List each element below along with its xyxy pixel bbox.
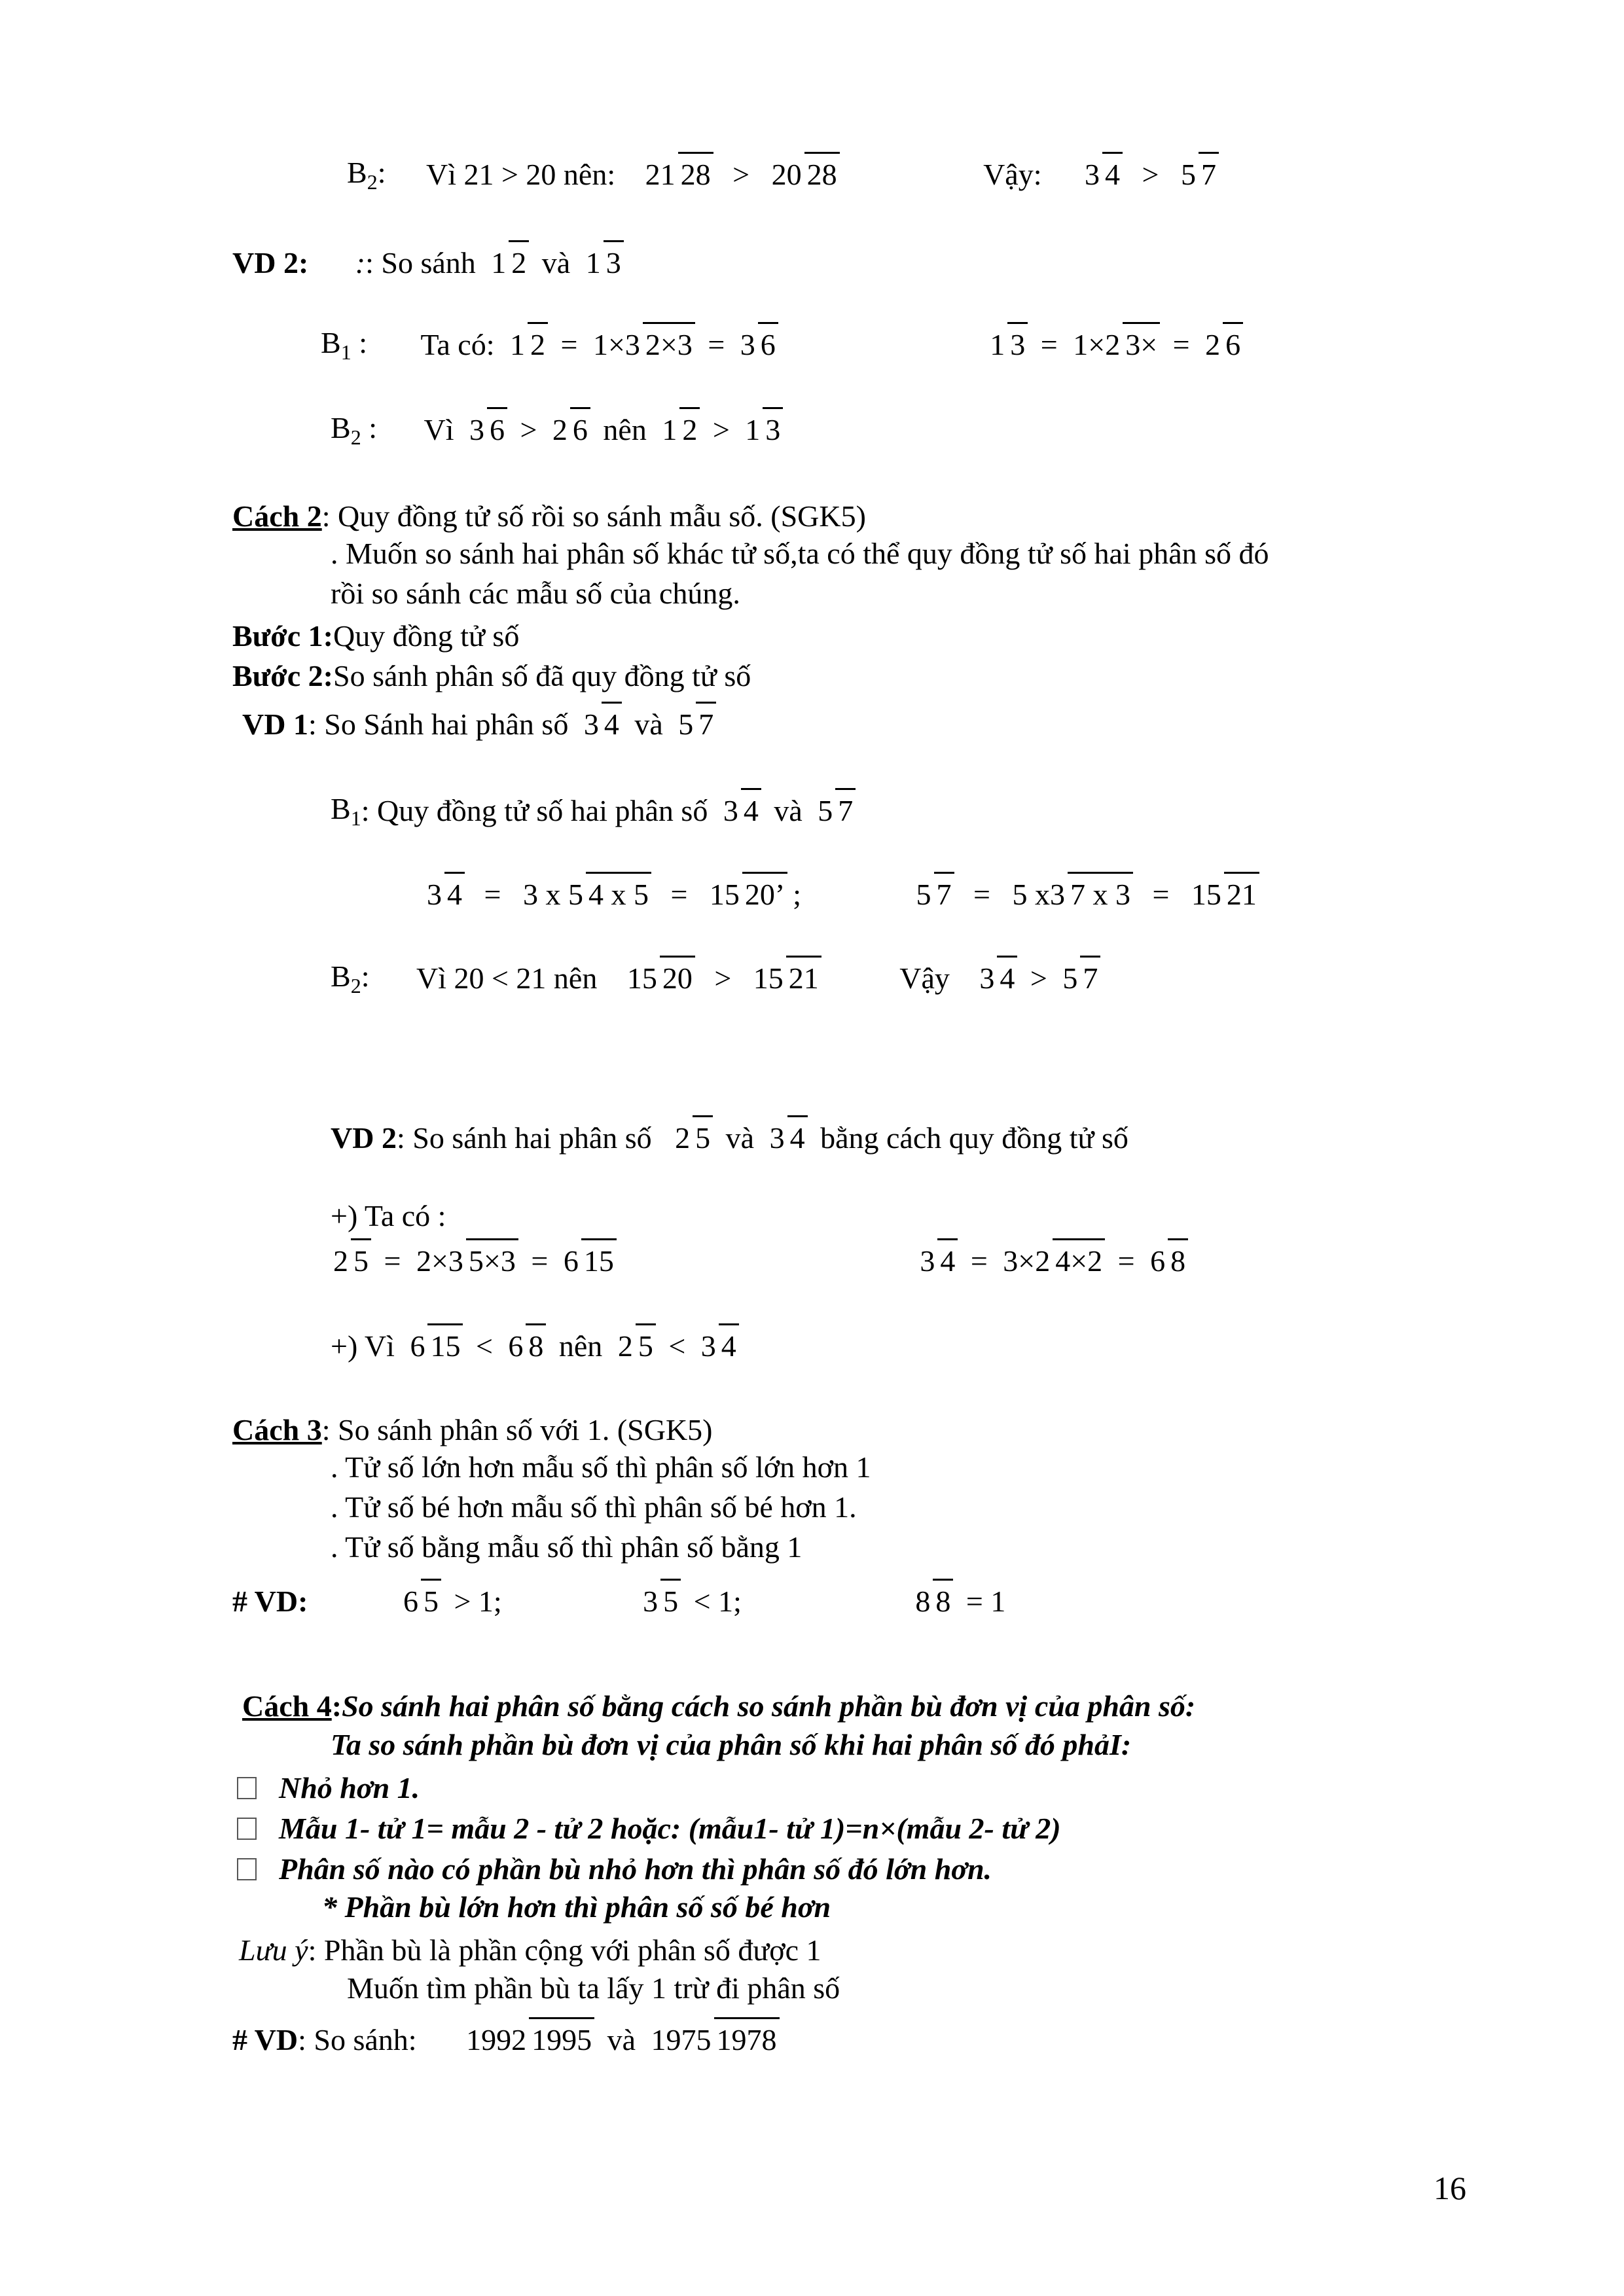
line-b1-quy-dong xyxy=(331,793,861,829)
section-text: : So sánh phân số với 1. (SGK5) xyxy=(321,1413,713,1447)
conjunction: và xyxy=(541,246,571,280)
fraction: 3 4 xyxy=(767,1123,808,1153)
luu-y-line-2: Muốn tìm phần bù ta lấy 1 trừ đi phân số xyxy=(347,1971,840,2005)
step-label: $B_2$ : xyxy=(331,410,377,449)
conclusion-label: Vậy: xyxy=(983,158,1042,192)
section-colon: : xyxy=(331,1689,342,1723)
cach-3-example xyxy=(232,1584,1005,1617)
conjunction: và xyxy=(774,794,803,828)
luu-y-line xyxy=(239,1933,821,1965)
fraction: 5 7 xyxy=(1060,963,1100,994)
cach-3-heading xyxy=(232,1412,713,1445)
example-label: VD 2 xyxy=(331,1121,397,1155)
section-title: Cách 3 xyxy=(232,1413,322,1447)
fraction: 1×2 3× xyxy=(1070,330,1160,360)
nen-text: nên xyxy=(558,1329,603,1363)
operator: < xyxy=(475,1329,493,1363)
example-text: : So sánh: xyxy=(298,2023,417,2057)
example-text: : So sánh hai phân số xyxy=(396,1121,652,1155)
operator: = xyxy=(973,878,990,912)
operator: = xyxy=(1152,878,1170,912)
fraction: 20 28 xyxy=(769,160,840,190)
line-vd1-heading xyxy=(242,707,721,740)
fraction: 3 4 xyxy=(917,1246,958,1276)
line-vd2-cach2 xyxy=(331,1121,1128,1153)
fraction: 6 5 xyxy=(401,1587,441,1617)
operator: = xyxy=(670,878,688,912)
operator: > xyxy=(1030,961,1047,996)
line-b2-conclusion xyxy=(331,961,1106,996)
example-label: # VD xyxy=(232,2023,298,2057)
fraction: 6 8 xyxy=(505,1331,546,1361)
fraction: 1 2 xyxy=(488,248,529,278)
nen-text: nên xyxy=(603,413,647,447)
example-label: VD 2: xyxy=(232,246,309,280)
fraction: 3 4 xyxy=(1082,160,1123,190)
conjunction: và xyxy=(607,2023,636,2057)
note-text: : Phần bù là phần cộng với phân số được 1 xyxy=(308,1933,821,1967)
cach-2-desc-1: . Muốn so sánh hai phân số khác tử số,ta có thể quy đồng tử số hai phân số đó xyxy=(331,537,1269,570)
condition-3 xyxy=(237,1852,992,1884)
condition-text: Phân số nào có phần bù nhỏ hơn thì phân số đó lớn hơn. xyxy=(279,1852,992,1886)
cach-4-heading xyxy=(242,1689,1195,1721)
section-text: : Quy đồng tử số rồi so sánh mẫu số. (SGK5) xyxy=(321,499,866,533)
checkbox-bullet-icon xyxy=(237,1818,257,1840)
fraction: 1×3 2×3 xyxy=(590,330,695,360)
operator: = xyxy=(484,878,501,912)
operator: = xyxy=(560,328,578,362)
section-title: Cách 2 xyxy=(232,499,322,533)
conjunction: và xyxy=(725,1121,755,1155)
operator: > xyxy=(1142,158,1159,192)
fraction: 5 7 xyxy=(1178,160,1219,190)
cach-2-heading xyxy=(232,499,866,531)
example-text: : So Sánh hai phân số xyxy=(308,708,569,742)
step-label: Bước 1: xyxy=(232,619,333,653)
fraction: 2 5 xyxy=(615,1331,656,1361)
step-label: Bước 2: xyxy=(232,659,333,693)
fraction: 1 2 xyxy=(507,330,548,360)
condition-1 xyxy=(237,1770,420,1803)
example-tail: bằng cách quy đồng tử số xyxy=(820,1121,1128,1155)
page-number: 16 xyxy=(1434,2170,1466,2206)
operator: > xyxy=(732,158,750,192)
operator: = xyxy=(970,1244,988,1278)
fraction: 3 4 xyxy=(721,796,761,826)
fraction: 5 7 xyxy=(914,880,954,910)
condition-text: Nhỏ hơn 1. xyxy=(279,1771,420,1805)
fraction: 3 4 xyxy=(424,880,465,910)
section-text: So sánh hai phân số bằng cách so sánh phần bù đơn vị của phân số: xyxy=(342,1689,1196,1723)
cach-4-intro: Ta so sánh phần bù đơn vị của phân số khi hai phân số đó phảI: xyxy=(331,1728,1132,1761)
fraction: 21 28 xyxy=(643,160,713,190)
line-vi-conclusion xyxy=(331,1329,744,1361)
step-label: $B_2$: xyxy=(347,155,386,194)
line-vd2-heading xyxy=(232,245,629,278)
step-label: $B_1$ xyxy=(331,791,361,830)
note-star: * Phần bù lớn hơn thì phân số số bé hơn xyxy=(322,1890,831,1924)
step-text: So sánh phân số đã quy đồng tử số xyxy=(333,659,751,693)
fraction: 8 8 xyxy=(912,1587,953,1617)
fraction: 1 3 xyxy=(583,248,624,278)
cach-3-rule-2: . Tử số bé hơn mẫu số thì phân số bé hơn 1. xyxy=(331,1490,857,1524)
fraction: 2 6 xyxy=(550,415,590,445)
step-label: $B_2$: xyxy=(331,959,370,997)
separator: ; xyxy=(793,878,802,912)
step-label: $B_1$ : xyxy=(321,325,367,364)
operator: = xyxy=(1172,328,1190,362)
condition-2 xyxy=(237,1811,1061,1844)
fraction: 2 5 xyxy=(331,1246,371,1276)
fraction: 15 21 xyxy=(1189,880,1259,910)
fraction: 3 4 xyxy=(977,963,1017,994)
line-conversion-34-57 xyxy=(419,877,1265,910)
fraction: 1 3 xyxy=(987,330,1028,360)
note-label: Lưu ý xyxy=(239,1933,308,1967)
step-2-line xyxy=(232,658,751,691)
comparison: = 1 xyxy=(965,1585,1006,1619)
line-b2-vi xyxy=(331,412,788,448)
line-b2-vd1-cach1 xyxy=(347,157,1224,192)
operator: = xyxy=(531,1244,549,1278)
fraction: 1975 1978 xyxy=(649,2025,780,2055)
operator: > xyxy=(520,413,537,447)
fraction: 15 21 xyxy=(751,963,821,994)
step-text: Quy đồng tử số xyxy=(333,619,520,653)
conclusion-label: Vậy xyxy=(899,961,950,996)
ta-co-line: +) Ta có : xyxy=(331,1199,446,1232)
checkbox-bullet-icon xyxy=(237,1777,257,1799)
checkbox-bullet-icon xyxy=(237,1858,257,1880)
comparison: > 1; xyxy=(454,1585,502,1619)
comparison: < 1; xyxy=(693,1585,742,1619)
conjunction: và xyxy=(634,708,663,742)
example-label: VD 1 xyxy=(242,708,308,742)
fraction: 3 5 xyxy=(640,1587,681,1617)
ta-co-text: Ta có: xyxy=(420,328,495,362)
line-conversion-25-34 xyxy=(331,1244,1193,1276)
reason-text: Vì 20 < 21 nên xyxy=(416,961,598,996)
fraction: 5 7 xyxy=(676,709,716,740)
fraction: 2×3 5×3 xyxy=(414,1246,518,1276)
section-title: Cách 4 xyxy=(242,1689,332,1723)
fraction: 6 15 xyxy=(407,1331,463,1361)
fraction: 5 7 xyxy=(815,796,856,826)
fraction: 3 4 xyxy=(698,1331,739,1361)
reason-text: Vì 21 > 20 nên: xyxy=(425,158,616,192)
operator: = xyxy=(384,1244,401,1278)
fraction: 3×2 4×2 xyxy=(1000,1246,1105,1276)
fraction: 3 4 xyxy=(581,709,622,740)
operator: < xyxy=(668,1329,686,1363)
step-1-line xyxy=(232,619,519,651)
reason-text: Vì xyxy=(424,413,454,447)
operator: = xyxy=(1040,328,1058,362)
fraction: 2 5 xyxy=(672,1123,713,1153)
fraction: 15 20’ xyxy=(707,880,787,910)
cach-4-example xyxy=(232,2022,785,2055)
cach-2-desc-2: rồi so sánh các mẫu số của chúng. xyxy=(331,577,740,610)
operator: = xyxy=(1117,1244,1135,1278)
operator: > xyxy=(712,413,730,447)
example-text: :: So sánh xyxy=(355,246,476,280)
fraction: 1 3 xyxy=(742,415,783,445)
fraction: 15 20 xyxy=(624,963,695,994)
fraction: 5 x3 7 x 3 xyxy=(1009,880,1133,910)
fraction: 3 6 xyxy=(738,330,778,360)
operator: > xyxy=(714,961,732,996)
fraction: 1 2 xyxy=(659,415,700,445)
fraction: 3 x 5 4 x 5 xyxy=(520,880,651,910)
fraction: 1992 1995 xyxy=(463,2025,594,2055)
cach-3-rule-3: . Tử số bằng mẫu số thì phân số bằng 1 xyxy=(331,1530,803,1564)
line-b1-ta-co xyxy=(321,327,1248,363)
fraction: 2 6 xyxy=(1202,330,1243,360)
example-label: # VD: xyxy=(232,1585,308,1619)
step-text: : Quy đồng tử số hai phân số xyxy=(361,794,708,828)
reason-text: +) Vì xyxy=(331,1329,395,1363)
condition-text: Mẫu 1- tử 1= mẫu 2 - tử 2 hoặc: (mẫu1- tử 1)=n×(mẫu 2- tử 2) xyxy=(279,1812,1061,1846)
operator: = xyxy=(708,328,725,362)
cach-3-rule-1: . Tử số lớn hơn mẫu số thì phân số lớn hơn 1 xyxy=(331,1450,871,1484)
fraction: 3 6 xyxy=(467,415,507,445)
fraction: 6 15 xyxy=(561,1246,617,1276)
fraction: 6 8 xyxy=(1147,1246,1188,1276)
